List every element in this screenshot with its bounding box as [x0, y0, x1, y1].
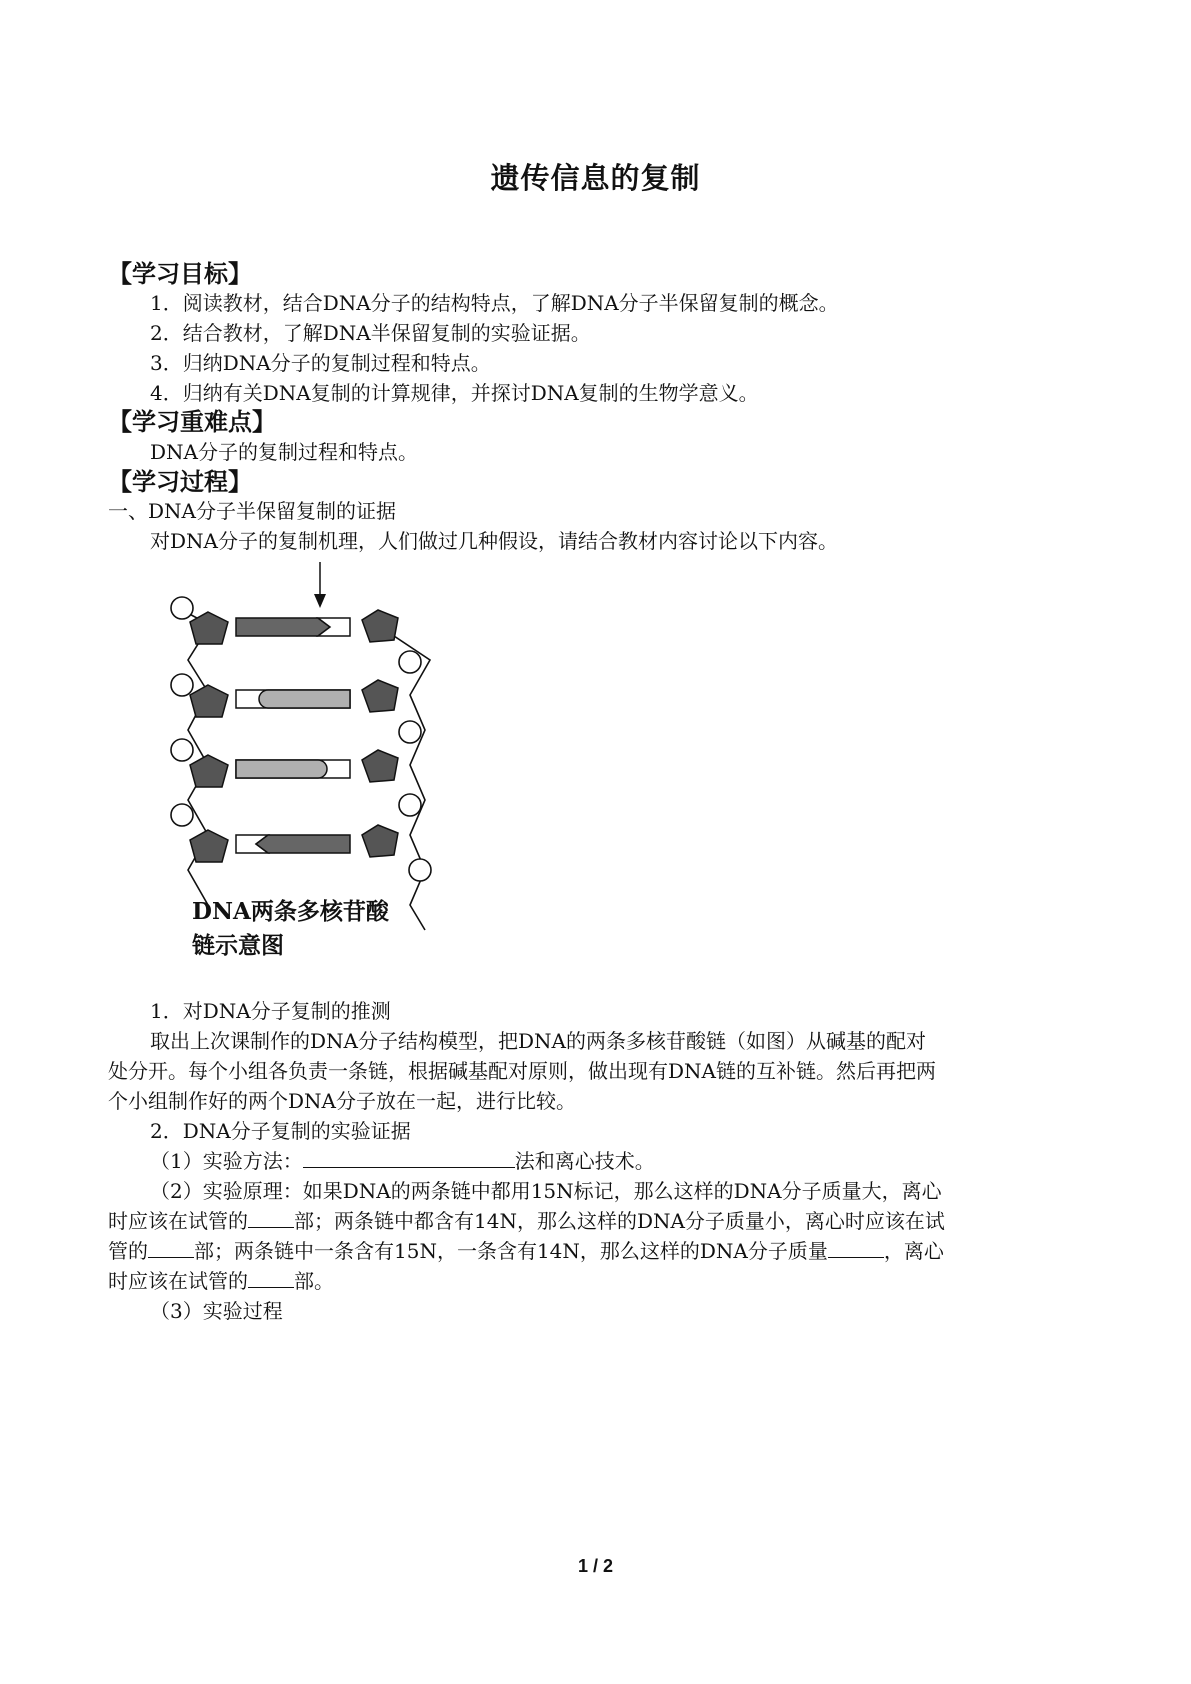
method-suffix: 法和离心技术。 — [514, 1149, 655, 1173]
principle-line4 — [108, 1265, 334, 1294]
key-points-text: DNA分子的复制过程和特点。 — [150, 440, 418, 464]
method-blank[interactable] — [303, 1147, 515, 1168]
principle-text: 时应该在试管的 — [108, 1269, 248, 1293]
principle-blank[interactable] — [828, 1237, 884, 1258]
objective-item: 3．归纳DNA分子的复制过程和特点。 — [150, 351, 491, 375]
process-heading: 【学习过程】 — [108, 468, 252, 496]
principle-text: 时应该在试管的 — [108, 1209, 248, 1233]
part1-intro: 对DNA分子的复制机理，人们做过几种假设，请结合教材内容讨论以下内容。 — [150, 529, 838, 553]
phosphate-left — [171, 674, 193, 696]
phosphate-right — [399, 794, 421, 816]
phosphate-left — [171, 597, 193, 619]
principle-text: 管的 — [108, 1239, 148, 1263]
phosphate-right — [399, 721, 421, 743]
method-line — [150, 1145, 655, 1174]
key-points-heading: 【学习重难点】 — [108, 408, 276, 436]
principle-line1: （2）实验原理：如果DNA的两条链中都用15N标记，那么这样的DNA分子质量大，离心 — [150, 1179, 942, 1203]
sub1-title: 1．对DNA分子复制的推测 — [150, 999, 391, 1023]
principle-blank[interactable] — [148, 1237, 194, 1258]
principle-text: 部；两条链中一条含有15N，一条含有14N，那么这样的DNA分子质量 — [194, 1239, 828, 1263]
sugar-right — [362, 750, 398, 782]
principle-line2 — [108, 1205, 945, 1234]
phosphate-left — [171, 739, 193, 761]
sugar-right — [362, 825, 398, 857]
sugar-left — [190, 755, 228, 787]
sugar-left — [190, 685, 228, 717]
base-dark — [256, 835, 350, 853]
objective-item: 4．归纳有关DNA复制的计算规律，并探讨DNA复制的生物学意义。 — [150, 381, 759, 405]
phosphate-right — [409, 859, 431, 881]
page-number: 1 / 2 — [577, 1556, 614, 1576]
sugar-right — [362, 680, 398, 712]
objective-item: 1．阅读教材，结合DNA分子的结构特点，了解DNA分子半保留复制的概念。 — [150, 291, 839, 315]
principle-line3 — [108, 1235, 944, 1264]
figure-caption-line1: DNA两条多核苷酸 — [192, 898, 389, 925]
page-title: 遗传信息的复制 — [490, 161, 701, 195]
base-light — [236, 760, 327, 778]
method-prefix: （1）实验方法： — [150, 1149, 303, 1173]
principle-blank[interactable] — [248, 1267, 294, 1288]
principle-text: 部。 — [294, 1269, 334, 1293]
sub1-line: 个小组制作好的两个DNA分子放在一起，进行比较。 — [108, 1089, 576, 1113]
objectives-heading: 【学习目标】 — [108, 260, 252, 288]
principle-text: ，离心 — [883, 1239, 944, 1263]
figure-caption-line2: 链示意图 — [192, 932, 284, 959]
sub2-title: 2．DNA分子复制的实验证据 — [150, 1119, 411, 1143]
sugar-left — [190, 830, 228, 862]
base-light — [259, 690, 350, 708]
sub1-line: 取出上次课制作的DNA分子结构模型，把DNA的两条多核苷酸链（如图）从碱基的配对 — [150, 1029, 926, 1053]
sugar-right — [362, 610, 398, 642]
base-dark — [236, 618, 330, 636]
objective-item: 2．结合教材，了解DNA半保留复制的实验证据。 — [150, 321, 591, 345]
phosphate-left — [171, 804, 193, 826]
principle-text: 部；两条链中都含有14N，那么这样的DNA分子质量小，离心时应该在试 — [294, 1209, 945, 1233]
sub1-line: 处分开。每个小组各负责一条链，根据碱基配对原则，做出现有DNA链的互补链。然后再把两 — [108, 1059, 936, 1083]
part1-title: 一、DNA分子半保留复制的证据 — [108, 499, 396, 523]
principle-blank[interactable] — [248, 1207, 294, 1228]
procedure-title: （3）实验过程 — [150, 1299, 283, 1323]
arrow-head-icon — [314, 594, 326, 608]
phosphate-right — [399, 651, 421, 673]
